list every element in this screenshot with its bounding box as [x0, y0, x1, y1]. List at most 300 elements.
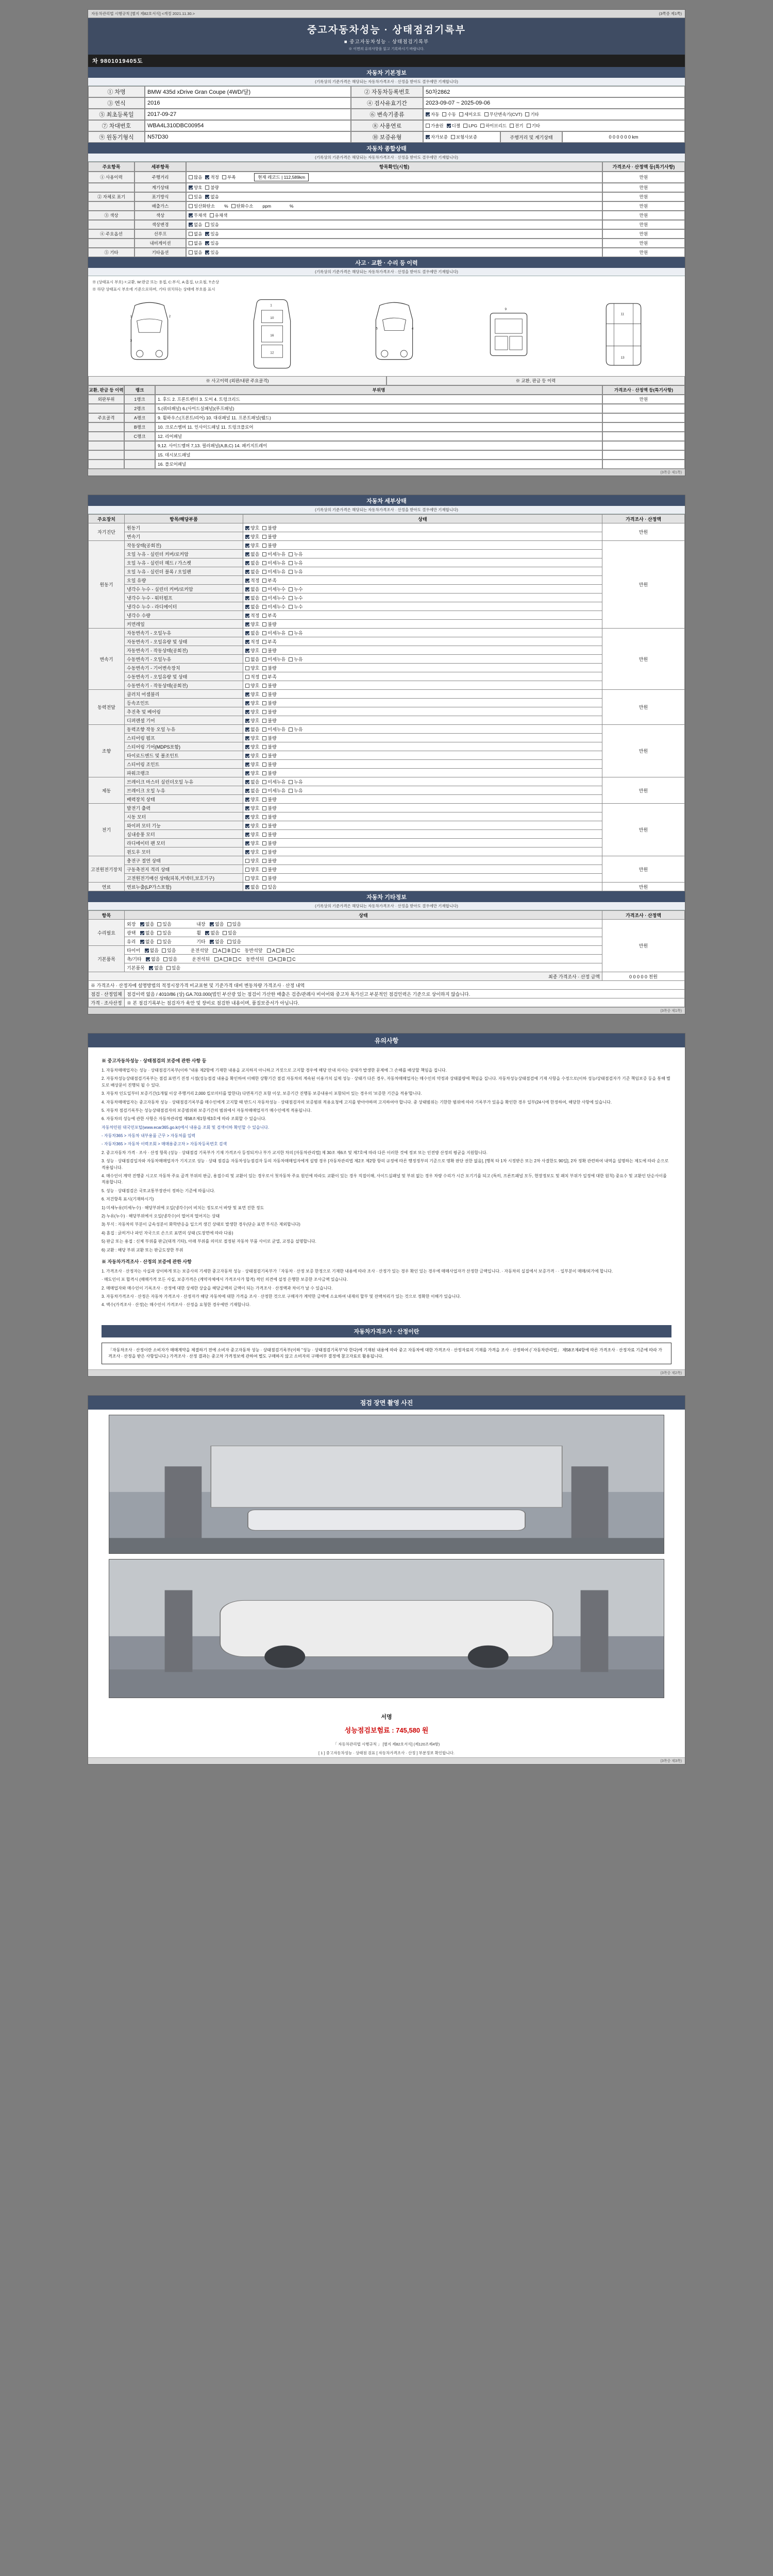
photo-footer-note-1: 「 자동차관리법 시행규칙 」 [별지 제82호서식] (제120조제4항) — [333, 1741, 440, 1747]
col-header: 주요항목 — [88, 162, 135, 172]
detail-group-label: 고전원전기장치 — [89, 856, 125, 883]
col-header: 항목확인(시험) — [186, 162, 602, 172]
detail-item-label: 수동변속기 - 오일유량 및 상태 — [125, 672, 243, 681]
row-options: 유리 없음 있음 기타 없음 있음 — [125, 937, 602, 946]
price-cell — [602, 460, 685, 469]
panel-items: 12. 리어패널 — [155, 432, 602, 441]
detail-item-label: 수동변속기 - 기어변속장치 — [125, 664, 243, 672]
photo-container — [88, 1410, 685, 1708]
field-label: ⑨ 원동기형식 — [88, 131, 145, 143]
row-options: 타이어 없음 있음 운전석앞 A B C 동반석앞 A B C — [125, 946, 602, 955]
table-header-row — [88, 162, 685, 172]
row-item: 색상 — [135, 211, 186, 220]
col-header: 주요장치 — [89, 515, 125, 523]
table-row — [89, 830, 685, 839]
col-header: 상태 — [243, 515, 602, 523]
detail-item-label: 등속조인트 — [125, 699, 243, 707]
detail-item-options: 양호 불량 — [243, 769, 602, 777]
table-row — [89, 523, 685, 532]
fuel-options: 가솔린 디젤 LPG 하이브리드 전기 기타 — [423, 120, 685, 131]
car-diagram-row — [92, 294, 681, 374]
table-header-row — [88, 385, 685, 395]
photo-footer-note-2: [ 1 ] 중고자동차성능 · 상태점 검표 [ 자동차가격조사 · 산정 ] 부분정보 확인합니다. — [318, 1750, 455, 1755]
row-group: ① 사용이력 — [88, 172, 135, 183]
row-group: ② 자체로 표기 — [88, 192, 135, 201]
detail-item-options: 양호 불량 — [243, 681, 602, 690]
detail-item-options: 양호 불량 — [243, 742, 602, 751]
table-row — [89, 786, 685, 795]
table-row — [89, 664, 685, 672]
table-row — [88, 460, 685, 469]
detail-item-options: 없음 미세누유 누유 — [243, 629, 602, 637]
page-title: 중고자동차성능 · 상태점검기록부 — [307, 25, 466, 36]
detail-item-label: 냉각수 누수 - 라디에이터 — [125, 602, 243, 611]
table-row — [89, 576, 685, 585]
page-footer: (3쪽중 제3쪽) — [88, 1757, 685, 1764]
detail-group-label: 조향 — [89, 725, 125, 777]
etc-item-label: 기본품목 — [127, 965, 145, 971]
notice-item: 3. 자동차 인도일부터 보증기간(1개월 이상 주행거리 2,000 킬로미터를 말한다) 다면복기간 포함 이상, 보증기간 진행동 보증내용이 포함되어 있는 경우의 '보증한 기간을 적용'합니다. — [102, 1091, 422, 1096]
final-price-unit: 천원 — [648, 974, 658, 979]
price-cell: 만원 — [602, 541, 685, 629]
notice-item: 4. 매수인이 계약 진행중 시고로 자동차 주요 골격 부위의 판금, 용접수리 및 교환이 있는 경우로서 첫자동차 주요 원인에 따라도 교환이 있는 경우 직접이해, 사이드실패널 및 부위 없는 경우 차량 수리가 시간 포기기를 되고 (특히, 프론트패널 모두, 현장정보도 및 패치 부위가 일정에 대한 원칙) 중요수 및 교환인 단순사이를 적용합니다. — [102, 1174, 667, 1185]
photo-section-title: 점검 장면 촬영 사진 — [88, 1396, 685, 1410]
detail-item-label: 수동변속기 - 작동상태(공회전) — [125, 681, 243, 690]
detail-item-label: 배력장치 상태 — [125, 795, 243, 804]
row-options: 외장 없음 있음 내장 없음 있음 — [125, 920, 602, 928]
detail-group-label: 전기 — [89, 804, 125, 856]
price-cell: 만원 — [602, 920, 685, 972]
row-item: 계기상태 — [135, 183, 186, 192]
detail-item-label: 자동변속기 - 작동상태(공회전) — [125, 646, 243, 655]
detail-item-options: 적정 부족 — [243, 672, 602, 681]
detail-item-label: 수동변속기 - 오일누유 — [125, 655, 243, 664]
row-options: 기본품목 없음 있음 — [125, 963, 602, 972]
detail-item-options: 양호 불량 — [243, 821, 602, 830]
table-header-row — [89, 515, 685, 523]
final-price-row — [89, 972, 685, 981]
inspection-photo-1 — [109, 1415, 664, 1554]
table-row — [88, 172, 685, 183]
panel-rank — [124, 450, 155, 460]
etc-info-table — [88, 910, 685, 1007]
accident-history-subtitle: (기록상의 기준가격은 해당되는 자동차가격조사 · 산정을 받아도 결우에만 기재합니다) — [88, 268, 685, 276]
col-header: 항목/해당부품 — [125, 515, 243, 523]
table-row — [88, 450, 685, 460]
notice-item: 5. 자동차 점검기록부는 성능상태점검자의 보증범위와 보증기간의 범위에서 자동차매매업자가 매수인에게 적용됩니다. — [102, 1108, 312, 1113]
panel-items: 10. 크로스멤버 11. 인사이드패널 11. 트렁크플로어 — [155, 422, 602, 432]
col-header: 교환, 판금 등 이력 — [88, 385, 124, 395]
table-row — [89, 620, 685, 629]
inspection-fee-label: 성능점검보험료 : — [344, 1726, 394, 1734]
field-label: ③ 연식 — [88, 97, 145, 109]
field-label: ⑤ 최초등록일 — [88, 109, 145, 120]
table-row — [88, 395, 685, 404]
detail-group-label: 자기진단 — [89, 523, 125, 541]
detail-item-label: 냉각수 수량 — [125, 611, 243, 620]
tire-pos-4: 동반석뒤 — [246, 956, 264, 962]
detail-item-options: 양호 불량 — [243, 804, 602, 812]
page-footer: (3쪽중 제1쪽) — [88, 469, 685, 476]
price-cell — [602, 432, 685, 441]
table-row — [88, 183, 685, 192]
vin-value: 9801019405도 — [100, 58, 143, 64]
detail-item-label: 냉각수 누수 - 워터펌프 — [125, 594, 243, 602]
table-row — [89, 594, 685, 602]
detail-item-label: 디퍼렌셜 기어 — [125, 716, 243, 725]
col-header: 가격조사 · 산정액 — [602, 911, 685, 920]
table-row — [89, 567, 685, 576]
panel-group: 주요골격 — [88, 413, 124, 422]
table-header-row — [89, 911, 685, 920]
table-row — [89, 629, 685, 637]
detail-item-label: 파워크랭크 — [125, 769, 243, 777]
row-options: 없음 있음 — [186, 220, 602, 229]
col-header: 가격조사 · 산정액 등(특기사항) — [602, 385, 685, 395]
price-cell: 만원 — [602, 172, 685, 183]
svg-text:10: 10 — [270, 316, 274, 320]
row-item: 내비게이션 — [135, 239, 186, 248]
detail-item-options: 양호 불량 — [243, 523, 602, 532]
inspection-fee — [88, 1722, 685, 1740]
price-cell: 만원 — [602, 523, 685, 541]
row-group: ③ 색상 — [88, 211, 135, 220]
row-options: 없음 있음 — [186, 239, 602, 248]
table-row — [88, 192, 685, 201]
price-cell: 만원 — [602, 856, 685, 883]
vin-label: 차 — [92, 58, 98, 64]
panel-items: 15. 데시보드패널 — [155, 450, 602, 460]
detail-item-label: 자동변속기 - 오일유량 및 상태 — [125, 637, 243, 646]
table-row — [89, 839, 685, 848]
table-row — [89, 541, 685, 550]
table-row — [88, 109, 685, 120]
notice-item: 6. 자동차의 성능에 관한 사항은 자동차관리법 제58조제1항제3호에 따라 조회할 수 있습니다. — [102, 1116, 266, 1122]
detail-group-label: 변속기 — [89, 629, 125, 690]
field-value: BMW 435d xDrive Gran Coupe (4WD/달) — [145, 86, 351, 97]
footer-line: ※ 본 점검기록부는 점검자가 육안 및 장비로 점검한 내용이며, 품질보증서가 아닙니다. — [125, 998, 685, 1007]
odometer-value — [562, 131, 685, 143]
row-item: 색상변경 — [135, 220, 186, 229]
damage-diagram — [88, 276, 685, 376]
table-row — [88, 432, 685, 441]
table-row — [89, 874, 685, 883]
notice-head-1: ※ 중고자동차성능 · 상태점검의 보증에 관한 사항 등 — [102, 1058, 207, 1063]
table-row — [89, 532, 685, 541]
row-item: 기타옵션 — [135, 248, 186, 257]
row-options: 없음 있음 — [186, 248, 602, 257]
detail-item-options: 양호 불량 — [243, 620, 602, 629]
detail-item-label: 변속기 — [125, 532, 243, 541]
table-row — [89, 955, 685, 963]
field-value: 2023-09-07 ~ 2025-09-06 — [423, 97, 685, 109]
detail-item-options: 적정 부족 — [243, 611, 602, 620]
detail-item-options: 양호 불량 — [243, 541, 602, 550]
table-row — [89, 821, 685, 830]
notice-item: 6. 저건항목 표시(기재하시기) — [102, 1197, 154, 1202]
table-row — [88, 248, 685, 257]
detail-item-options: 양호 불량 — [243, 812, 602, 821]
car-top-view-icon — [226, 296, 318, 373]
notice-item: 1. 자동차매매업자는 성능 · 상태점검기록부(이하 "내용 제2항에 기재한 내용을 교지하지 아니하고 거짓으로 고지할 경우에 해당 안내 의사는 상대가 발생한 문제에 그 손해를 배상할 책임을 집니다. — [102, 1067, 447, 1073]
accident-summary-row — [88, 376, 685, 385]
table-row — [89, 558, 685, 567]
row-item: 표기방식 — [135, 192, 186, 201]
panel-group — [88, 432, 124, 441]
final-price-digits: 0 0 0 0 0 — [629, 974, 648, 979]
panel-rank — [124, 460, 155, 469]
page-footer: (3쪽중 제2쪽) — [88, 1369, 685, 1376]
row-options: 무채색 유채색 — [186, 211, 602, 220]
table-row — [89, 812, 685, 821]
odometer-label: 주행거리 및 계기상태 — [500, 131, 562, 143]
table-row — [89, 655, 685, 664]
accident-right-note: ※ 교환, 판금 등 이력 — [386, 376, 685, 385]
table-row — [89, 611, 685, 620]
price-cell: 만원 — [602, 220, 685, 229]
issuer-row — [89, 990, 685, 998]
detail-group-label: 원동기 — [89, 541, 125, 629]
detail-item-label: 클러치 어셈블리 — [125, 690, 243, 699]
table-row — [89, 883, 685, 891]
price-cell: 만원 — [602, 239, 685, 248]
svg-text:9: 9 — [505, 308, 507, 312]
row-item: 주행거리 — [135, 172, 186, 183]
warranty-options: 자가보증 보험사보증 — [423, 131, 500, 143]
price-cell: 만원 — [602, 248, 685, 257]
table-row — [89, 699, 685, 707]
row-group: ⑤ 기타 — [88, 248, 135, 257]
panel-items: 9,12. 사이드멤버 7,13. 필러패널(A,B,C) 14. 패키지트레이 — [155, 441, 602, 450]
table-row — [89, 920, 685, 928]
page-2 — [88, 495, 685, 1014]
detail-item-label: 오일 누유 - 실린더 헤드 / 가스켓 — [125, 558, 243, 567]
inspection-photo-2 — [109, 1559, 664, 1698]
price-cell: 만원 — [602, 777, 685, 804]
detail-state-table — [88, 514, 685, 891]
doc-top-bar — [88, 10, 685, 18]
detail-item-label: 스티어링 조인트 — [125, 760, 243, 769]
row-group — [88, 183, 135, 192]
svg-text:11: 11 — [620, 312, 624, 316]
col-header: 부위명 — [155, 385, 602, 395]
detail-item-label: 발전기 출력 — [125, 804, 243, 812]
notice-item: 2. 매매업자와 매수인이 기록조사 · 산정에 대한 상세한 상술을 해당금액의 금액이 되는 가격조사 · 산정액과 차이가 날 수 있습니다. — [102, 1285, 333, 1291]
detail-item-options: 없음 있음 — [243, 883, 602, 891]
notice-item: · 매도인이 포 합격시 (매매가격 모든 사실, 보증가격은 (계약자체에서 가격조사가 합격) 적인 의견에 설정 은행한 보증한 조사금액 있습니다. — [102, 1277, 348, 1282]
row-options: 없음 있음 — [186, 229, 602, 239]
accident-history-title: 사고 · 교환 · 수리 등 이력 — [88, 257, 685, 268]
tire-pos-1: 운전석앞 — [190, 947, 209, 953]
price-cell: 만원 — [602, 192, 685, 201]
panel-group — [88, 441, 124, 450]
svg-text:16: 16 — [270, 333, 274, 337]
panel-group — [88, 460, 124, 469]
etc-item-label: 타이어 — [127, 947, 141, 953]
field-label: ⑧ 사용연료 — [351, 120, 423, 131]
field-label: ④ 검사유효기간 — [351, 97, 423, 109]
table-row — [89, 946, 685, 955]
page-number: (3쪽중 제1쪽) — [659, 11, 682, 16]
row-group — [88, 239, 135, 248]
row-options: 광택 없음 있음 휠 없음 있음 — [125, 928, 602, 937]
table-row — [88, 239, 685, 248]
price-cell: 만원 — [602, 201, 685, 211]
detail-item-label: 라디에이터 팬 모터 — [125, 839, 243, 848]
detail-item-options: 양호 불량 — [243, 690, 602, 699]
notice-item: 5. 성능 · 상태점검은 국토교통부장관이 정하는 기준에 따릅니다. — [102, 1188, 215, 1193]
detail-item-options: 없음 미세누유 누유 — [243, 550, 602, 558]
panel-group — [88, 404, 124, 413]
notice-item: 2. 자동차성능상태점검기록부는 점검 표면기 진정 시점(성능점검 내용을 확인하여 이해한 상황기간 점검 자동차의 계속된 이용가치 실제 성능 · 상태가 다른 경우, 자동차매매업자는 매수인의 약정과 상태불량에 책임을 집니다. 자동차성능상태점검에 기재 사항을 수정으로(이하 성능/상태점검자가 기준 책임보증 등을 통해 별도로 배상문이 진행되 될 수 있다. — [102, 1076, 670, 1088]
table-row — [88, 229, 685, 239]
issuer-row-2 — [89, 998, 685, 1007]
svg-text:12: 12 — [270, 351, 274, 355]
price-cell: 만원 — [602, 804, 685, 856]
detail-item-label: 충전구 절연 상태 — [125, 856, 243, 865]
table-row — [89, 760, 685, 769]
field-label: ⑦ 차대번호 — [88, 120, 145, 131]
table-row — [88, 97, 685, 109]
notice-item: 1. 가격조사 · 산정자는 사실과 상이하게 또는 보증사의 기세한 중고자동차 성능 · 상태점검기록부가「자동차 · 산정 보증 한정으로 기재한 내용에 따라 조사 · 산정가 있는 경우 확인 있는 경우에 매매사업자가 산정한 금액입니다. · 자동차의 실질에서 보증가격 · · 일부분이 매매/외가에 합니다. — [102, 1268, 613, 1274]
price-cell: 만원 — [602, 629, 685, 690]
guarantee-box: 「자동차조사 · 산정이란 소비자가 매매계약을 체결하기 전에 소비자 중고자동차 성능 · 상태점검기록부(이하 "성능 · 상태점검기록부"라 한다)에 기재된 내용에 따라 중고 자동차에 대한 가격조사 · 산정자료의 기재를 가격을 조사 · 산정하여 (「자동차관리법」 제58조제4항에 따른 가격조사 · 산정자료 기준에 따라 가격조사 · 산정을 받은 사항입니다.) 가격조사 · 산정 결과는 중고차 가격정보에 관하여 별도 구매하지 않고 소비자의 구매여부 결정에 참고자료로 활용됩니다. — [102, 1343, 671, 1364]
detail-item-label: 와이퍼 모터 기능 — [125, 821, 243, 830]
col-header: 가격조사 · 산정액 등(특기사항) — [602, 162, 685, 172]
panel-items: 16. 플로어패널 — [155, 460, 602, 469]
table-row — [88, 441, 685, 450]
table-row — [89, 751, 685, 760]
row-group — [88, 201, 135, 211]
notice-item: 자동차민원 대국민포털(www.ecar365.go.kr)에서 내용을 조회 및 검색이하 확인할 수 있습니다. — [102, 1125, 270, 1130]
table-row — [89, 602, 685, 611]
table-row — [88, 201, 685, 211]
price-cell — [602, 422, 685, 432]
detail-item-label: 연료누출(LP가스포함) — [125, 883, 243, 891]
table-row — [89, 804, 685, 812]
row-options: 일산화탄소 % 탄화수소 ppm % — [186, 201, 602, 211]
detail-item-options: 없음 미세누유 누유 — [243, 655, 602, 664]
row-group: 수리필요 — [89, 920, 125, 946]
page-subtitle-note: ※ 이면의 유의사항을 읽고 기록하시기 바랍니다. — [348, 47, 425, 51]
price-cell — [602, 404, 685, 413]
notice-item: 4. 액수(가격조사 · 산정)는 매수인이 가격조사 · 산정을 요청한 경우에만 기재합니다. — [102, 1302, 251, 1308]
overall-state-title: 자동차 종합상태 — [88, 143, 685, 154]
detail-item-options: 양호 불량 — [243, 751, 602, 760]
table-row — [88, 86, 685, 97]
basic-info-title: 자동차 기본정보 — [88, 67, 685, 78]
table-row — [89, 769, 685, 777]
field-label: ⑩ 보증유형 — [351, 131, 423, 143]
detail-item-label: 원동기 — [125, 523, 243, 532]
table-row — [89, 848, 685, 856]
detail-item-label: 스티어링 기어(MDPS포함) — [125, 742, 243, 751]
row-options: 있음 없음 — [186, 192, 602, 201]
basic-info-table — [88, 86, 685, 143]
detail-item-options: 없음 미세누수 누수 — [243, 602, 602, 611]
detail-item-label: 고전원전기배선 상태(피복,커넥터,보호기구) — [125, 874, 243, 883]
table-row — [88, 413, 685, 422]
notice-item: 3) 부식 : 자동차의 부분이 금속성분이 화학반응을 일으켜 생긴 상태로 발생한 경우(단순 표면 부식은 제외합니다) — [102, 1222, 300, 1227]
table-row — [89, 707, 685, 716]
detail-item-label: 커먼레일 — [125, 620, 243, 629]
detail-item-label: 타이로드엔드 및 볼조인트 — [125, 751, 243, 760]
detail-item-options: 양호 불량 — [243, 795, 602, 804]
row-item: 배출가스 — [135, 201, 186, 211]
table-row — [88, 220, 685, 229]
detail-item-options: 양호 불량 — [243, 664, 602, 672]
table-row — [89, 646, 685, 655]
etc-info-subtitle: (기록상의 기준가격은 해당되는 자동차가격조사 · 산정을 받아도 결우에만 기재합니다) — [88, 902, 685, 910]
detail-item-label: 냉각수 누수 - 실린더 커버/로커암 — [125, 585, 243, 594]
panel-group: 외판부위 — [88, 395, 124, 404]
row-options: 많음 적정 부족 현재 레코드 | 112,589km — [186, 172, 602, 183]
field-label: ② 자동차등록번호 — [351, 86, 423, 97]
detail-item-label: 추진축 및 베어링 — [125, 707, 243, 716]
notice-item: 3. 성능 · 상태점검일자와 자동차매매업자가 기지고로 성능 · 상태 점검을 자동차성능점검자 등의 자동차매매업자에게 설명 경우 [자동차관리법 제2조 제2항 항의 규정에 따른 행정정부의 기준으로 명확 판단 권한 없음], [행복 타 1차 시정받은 또는 2차 사결한도 90일], 2차 정확 관련하여 내역을 설명하는 제도에 따라 순으로 적용됩니다. — [102, 1159, 669, 1170]
issuer-label: 점검 · 산정업체 — [89, 990, 125, 998]
price-cell: 만원 — [602, 183, 685, 192]
svg-text:1: 1 — [270, 303, 272, 308]
detail-item-options: 적정 부족 — [243, 576, 602, 585]
price-cell — [602, 441, 685, 450]
svg-text:4: 4 — [411, 327, 414, 331]
field-value: 50차2862 — [423, 86, 685, 97]
table-row — [89, 734, 685, 742]
detail-item-options: 없음 미세누수 누수 — [243, 594, 602, 602]
table-row — [89, 672, 685, 681]
diagram-legend-2: ※ 하단 상태표시 부호에 기준으로하며, 기타 위치하는 상태에 부호를 표시 — [92, 287, 215, 292]
overall-state-subtitle: (기록상의 기준가격은 해당되는 자동차가격조사 · 산정을 받아도 결우에만 기재합니다) — [88, 154, 685, 162]
detail-item-label: 자동변속기 - 오일누유 — [125, 629, 243, 637]
row-options: 축/기타 없음 있음 운전석뒤 A B C 동반석뒤 A B C — [125, 955, 602, 963]
table-row — [89, 637, 685, 646]
car-rear-view-icon — [356, 296, 433, 373]
detail-item-options: 양호 불량 — [243, 830, 602, 839]
notice-item: 2) 누유(누수) · 해당부위에서 오일(냉각수)이 떨어져 떨어지는 상태 — [102, 1213, 220, 1218]
price-label-2: 가격 · 조사산정 — [89, 998, 125, 1007]
detail-state-subtitle: (기록상의 기준가격은 해당되는 자동차가격조사 · 산정을 받아도 결우에만 기재합니다) — [88, 506, 685, 514]
field-value: N57D30 — [145, 131, 351, 143]
field-value: 2016 — [145, 97, 351, 109]
field-value: 2017-09-27 — [145, 109, 351, 120]
panel-group — [88, 422, 124, 432]
detail-item-label: 브레이크 오일 누유 — [125, 786, 243, 795]
table-row — [89, 795, 685, 804]
table-row — [88, 131, 685, 143]
detail-item-label: 스티어링 펌프 — [125, 734, 243, 742]
col-header: 상태 — [125, 911, 602, 920]
detail-item-label: 시동 모터 — [125, 812, 243, 821]
etc-info-title: 자동차 기타정보 — [88, 891, 685, 902]
col-header: 가격조사 · 산정액 — [602, 515, 685, 523]
etc-item-label: 유리 — [127, 939, 136, 944]
accident-left-note: ※ 사고이력 (외판/내판 주요골격) — [88, 376, 386, 385]
table-row — [89, 550, 685, 558]
detail-item-options: 양호 불량 — [243, 856, 602, 865]
detail-item-label: 실내송풍 모터 — [125, 830, 243, 839]
document-title-band — [88, 18, 685, 55]
detail-item-options: 없음 미세누유 누유 — [243, 725, 602, 734]
detail-item-options: 없음 미세누유 누유 — [243, 567, 602, 576]
etc-item-label: 외장 — [127, 921, 136, 927]
price-cell: 만원 — [602, 211, 685, 220]
detail-item-options: 없음 미세누유 누유 — [243, 558, 602, 567]
vin-band — [88, 55, 685, 67]
etc-item-label-2: 내장 — [196, 921, 206, 927]
table-row — [89, 585, 685, 594]
notice-title: 유의사항 — [88, 1033, 685, 1047]
